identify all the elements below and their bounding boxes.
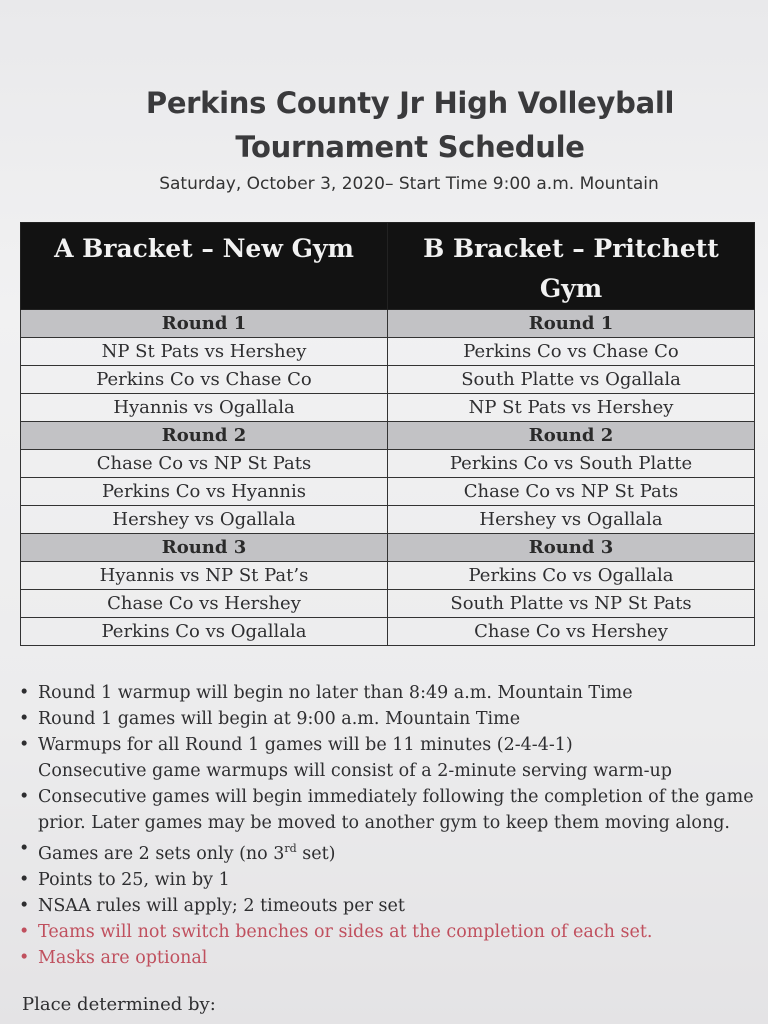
list-item: [18, 706, 758, 732]
round-row: [21, 310, 755, 338]
rules-list: [18, 680, 758, 971]
game-b: Chase Co vs Hershey: [388, 618, 755, 646]
schedule-table: [20, 222, 755, 646]
game-b: Perkins Co vs Chase Co: [388, 338, 755, 366]
note-text: Masks are optional: [38, 947, 208, 968]
table-row: [21, 562, 755, 590]
note-text: NSAA rules will apply; 2 timeouts per set: [38, 895, 405, 916]
place-determined-label: Place determined by:: [22, 994, 216, 1015]
round-row: [21, 534, 755, 562]
note-text: set): [296, 843, 336, 864]
game-b: NP St Pats vs Hershey: [388, 394, 755, 422]
document-title-line1: Perkins County Jr High Volleyball: [145, 86, 675, 120]
note-text: Consecutive game warmups will consist of a 2-minute serving warm-up: [38, 761, 672, 781]
list-item-highlight: [18, 919, 758, 945]
round-label-b: Round 1: [388, 310, 755, 338]
note-text: Points to 25, win by 1: [38, 869, 230, 890]
game-b: Chase Co vs NP St Pats: [388, 478, 755, 506]
game-a: Hyannis vs Ogallala: [21, 394, 388, 422]
game-b: South Platte vs NP St Pats: [388, 590, 755, 618]
game-a: Chase Co vs Hershey: [21, 590, 388, 618]
note-text: Warmups for all Round 1 games will be 11 minutes (2-4-4-1): [38, 735, 573, 755]
game-b: Perkins Co vs Ogallala: [388, 562, 755, 590]
table-row: [21, 590, 755, 618]
round-label-b: Round 2: [388, 422, 755, 450]
game-a: Perkins Co vs Chase Co: [21, 366, 388, 394]
list-item: [18, 732, 758, 784]
note-text: Round 1 games will begin at 9:00 a.m. Mountain Time: [38, 709, 521, 729]
note-text: Consecutive games will begin immediately following the completion of the game: [38, 787, 754, 807]
game-b: South Platte vs Ogallala: [388, 366, 755, 394]
note-text: Teams will not switch benches or sides at the completion of each set.: [38, 921, 653, 942]
table-row: [21, 394, 755, 422]
superscript-rd: rd: [284, 842, 297, 855]
list-item: [18, 784, 758, 836]
round-label-b: Round 3: [388, 534, 755, 562]
game-b: Hershey vs Ogallala: [388, 506, 755, 534]
note-text: Games are 2 sets only (no 3: [38, 843, 285, 864]
table-row: [21, 618, 755, 646]
game-a: NP St Pats vs Hershey: [21, 338, 388, 366]
table-header-row: [21, 223, 755, 310]
note-text: prior. Later games may be moved to another gym to keep them moving along.: [38, 813, 730, 833]
round-label-a: Round 2: [21, 422, 388, 450]
list-item: [18, 867, 758, 893]
game-a: Perkins Co vs Ogallala: [21, 618, 388, 646]
round-label-a: Round 1: [21, 310, 388, 338]
document-subtitle: Saturday, October 3, 2020– Start Time 9:00 a.m. Mountain: [159, 174, 659, 194]
table-row: [21, 366, 755, 394]
table-row: [21, 478, 755, 506]
list-item: [18, 893, 758, 919]
game-a: Perkins Co vs Hyannis: [21, 478, 388, 506]
game-a: Hyannis vs NP St Pat’s: [21, 562, 388, 590]
b-bracket-header: B Bracket – Pritchett Gym: [388, 223, 755, 310]
note-text: Round 1 warmup will begin no later than 8:49 a.m. Mountain Time: [38, 683, 633, 703]
round-label-a: Round 3: [21, 534, 388, 562]
game-a: Hershey vs Ogallala: [21, 506, 388, 534]
round-row: [21, 422, 755, 450]
table-row: [21, 450, 755, 478]
a-bracket-header: A Bracket – New Gym: [21, 223, 388, 310]
list-item: [18, 836, 758, 867]
game-b: Perkins Co vs South Platte: [388, 450, 755, 478]
list-item-highlight: [18, 945, 758, 971]
table-row: [21, 506, 755, 534]
game-a: Chase Co vs NP St Pats: [21, 450, 388, 478]
document-title-line2: Tournament Schedule: [235, 130, 585, 164]
list-item: [18, 680, 758, 706]
table-row: [21, 338, 755, 366]
